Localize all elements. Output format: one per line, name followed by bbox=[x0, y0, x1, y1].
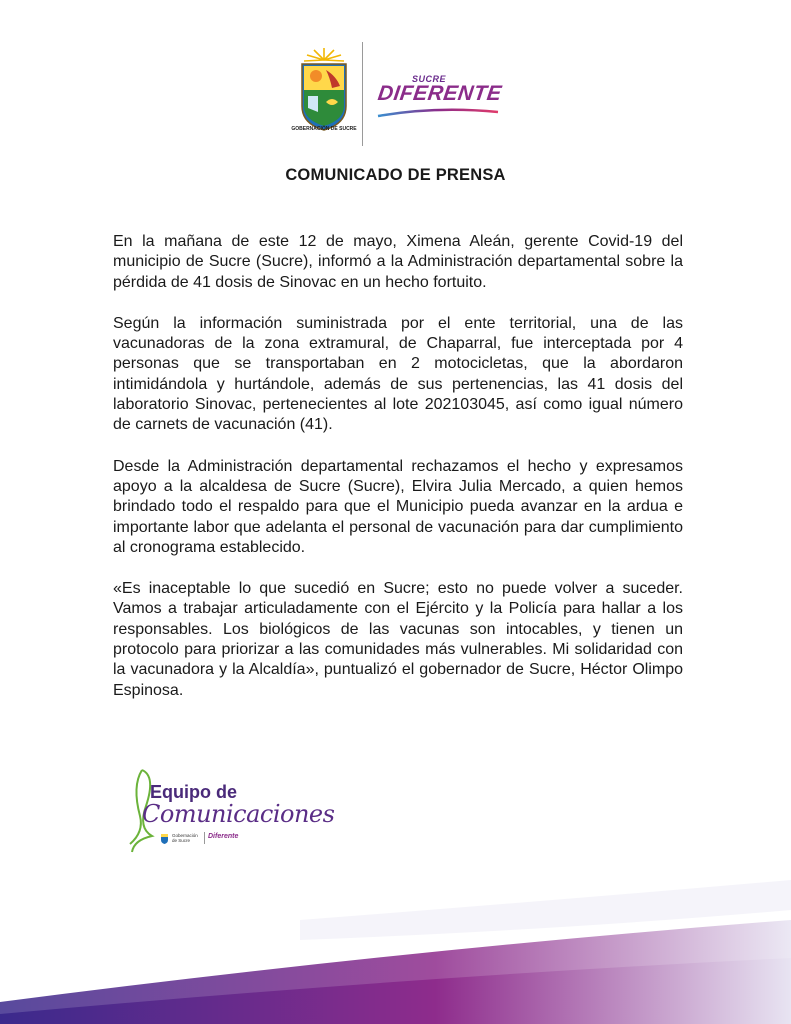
paragraph: «Es inaceptable lo que sucedió en Sucre; esto no puede volver a suceder. Vamos a trabajar articuladamente con el Ejército y la Policía para hallar a los responsables. Los biológicos de las vacunas son intocables, y tienen un protocolo para priorizar a las comunidades más vulnerables. Mi solidaridad con la vacunadora y la Alcaldía», puntualizó el gobernador de Sucre, Héctor Olimpo Espinosa. bbox=[113, 580, 683, 699]
brand-top-text: SUCRE bbox=[412, 74, 447, 84]
mini-seal-icon bbox=[160, 832, 169, 844]
footer-mini-logos bbox=[160, 832, 250, 846]
mini-divider bbox=[204, 832, 205, 844]
brand-swoosh-icon bbox=[376, 108, 500, 118]
paragraph: En la mañana de este 12 de mayo, Ximena Aleán, gerente Covid-19 del municipio de Sucre (Sucre), informó a la Administración departamental sobre la pérdida de 41 dosis de Sinovac en un hecho fortuito. bbox=[113, 233, 683, 291]
press-release-body bbox=[113, 232, 683, 722]
footer-line2: Comunicaciones bbox=[142, 800, 335, 828]
page-title: COMUNICADO DE PRENSA bbox=[285, 166, 506, 184]
sucre-coat-of-arms-icon bbox=[296, 46, 352, 136]
sucre-diferente-logo bbox=[376, 74, 506, 120]
mini-brand-text: Diferente bbox=[208, 833, 239, 840]
paragraph: Desde la Administración departamental rechazamos el hecho y expresamos apoyo a la alcaldesa de Sucre (Sucre), Elvira Julia Mercado, a quien hemos brindado todo el respaldo para que el Municipio pueda avanzar en la ardua e importante labor que adelanta el personal de vacunación para dar cumplimiento al cronograma establecido. bbox=[113, 457, 683, 556]
paragraph: Según la información suministrada por el ente territorial, una de las vacunadoras de la zona extramural, de Chaparral, fue interceptada por 4 personas que se transportaban en 2 motocicletas, que la abordaron intimidándola y hurtándole, además de sus pertenencias, las 41 dosis del laboratorio Sinovac, pertenecientes al lote 202103045, así como igual número de carnets de vacunación (41). bbox=[113, 314, 683, 434]
footer-line1: Equipo de bbox=[150, 782, 237, 802]
decorative-bottom-band bbox=[0, 880, 791, 1024]
header-divider bbox=[362, 42, 363, 146]
brand-main-text: DIFERENTE bbox=[376, 82, 504, 105]
equipo-comunicaciones-logo bbox=[112, 760, 335, 855]
mini-seal-caption: Gobernación de Sucre bbox=[172, 833, 198, 843]
seal-caption: GOBERNACIÓN DE SUCRE bbox=[291, 126, 357, 132]
header-logos bbox=[291, 40, 516, 150]
